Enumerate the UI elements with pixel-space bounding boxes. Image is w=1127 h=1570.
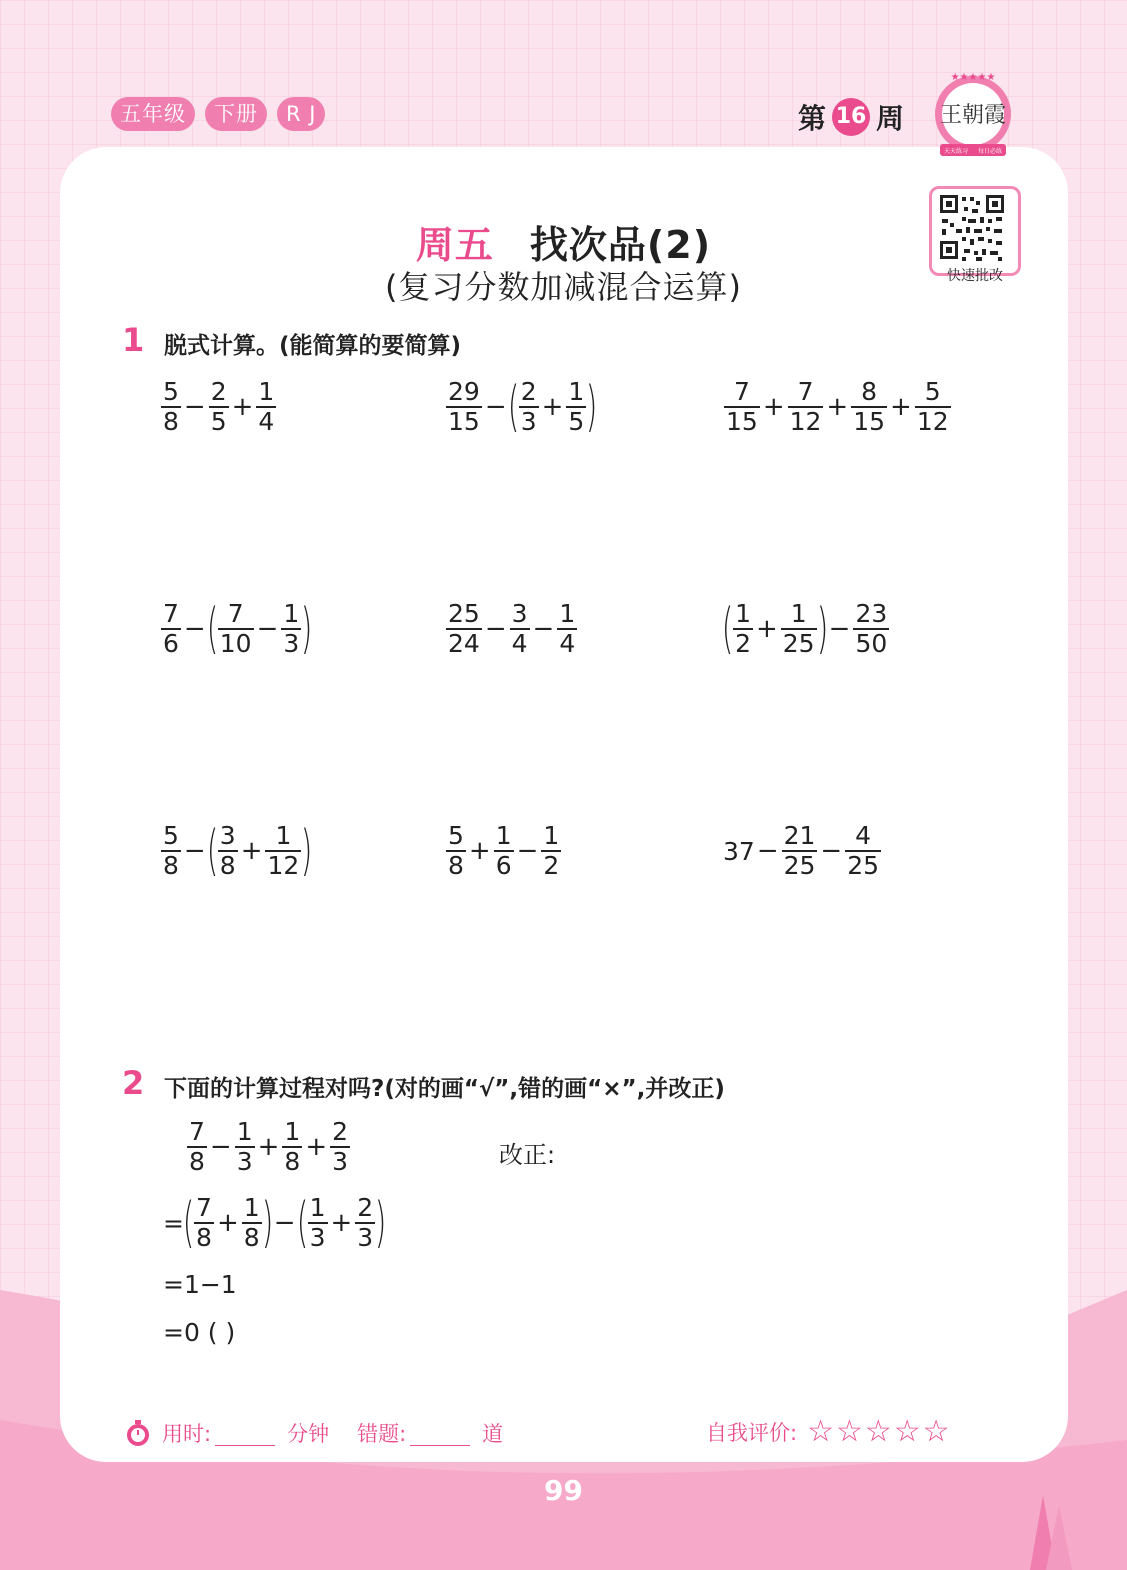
time-unit: 分钟 — [287, 1422, 330, 1446]
problem-7 — [160, 819, 313, 882]
parenthesis: ( — [182, 1191, 195, 1254]
time-label: 用时: — [162, 1422, 212, 1446]
operator: + — [468, 836, 491, 866]
fraction — [724, 378, 760, 436]
operator: − — [516, 836, 539, 866]
week-suffix: 周 — [876, 102, 905, 135]
parenthesis: ) — [301, 819, 313, 882]
numerator: 3 — [511, 599, 528, 628]
operator: − — [183, 836, 206, 866]
denominator: 24 — [448, 629, 480, 658]
parenthesis: ) — [816, 597, 828, 660]
numerator: 7 — [189, 1117, 205, 1146]
question-2-number: 2 — [122, 1064, 145, 1102]
numerator: 1 — [309, 1193, 326, 1222]
denominator: 8 — [448, 851, 464, 880]
denominator: 8 — [196, 1223, 212, 1252]
fraction — [915, 378, 951, 436]
denominator: 3 — [236, 1147, 253, 1176]
operator: − — [209, 1132, 232, 1162]
fraction — [446, 378, 482, 436]
brand-motto-right: 每日必练 — [977, 148, 1003, 155]
denominator: 8 — [219, 851, 236, 880]
denominator: 3 — [357, 1223, 374, 1252]
denominator: 3 — [283, 629, 300, 658]
footer-time-errors — [124, 1418, 503, 1448]
svg-text:★★★★★: ★★★★★ — [950, 72, 996, 83]
numerator: 29 — [448, 377, 480, 406]
denominator: 3 — [332, 1147, 349, 1176]
expression-text: =1−1 — [163, 1270, 237, 1299]
problem-6 — [721, 597, 890, 660]
rating-stars[interactable]: ☆☆☆☆☆ — [807, 1414, 952, 1449]
week-prefix: 第 — [798, 102, 827, 135]
operator: − — [828, 614, 851, 644]
fraction — [519, 378, 539, 436]
operator: − — [183, 614, 206, 644]
denominator: 15 — [853, 407, 886, 436]
fraction — [566, 378, 586, 436]
fraction — [161, 822, 181, 880]
fraction — [510, 600, 530, 658]
fraction — [557, 600, 577, 658]
numerator: 7 — [163, 599, 179, 628]
denominator: 4 — [258, 407, 275, 436]
denominator: 25 — [847, 851, 880, 880]
denominator: 3 — [520, 407, 537, 436]
fraction — [256, 378, 276, 436]
denominator: 6 — [495, 851, 512, 880]
problem-1 — [160, 378, 277, 436]
fraction — [265, 822, 301, 880]
expression-text: = — [163, 1208, 184, 1238]
operator: − — [273, 1208, 296, 1238]
numerator: 2 — [357, 1193, 374, 1222]
numerator: 2 — [332, 1117, 349, 1146]
operator: + — [257, 1132, 280, 1162]
calc-step-3 — [163, 1270, 237, 1299]
fraction — [194, 1194, 214, 1252]
numerator: 1 — [790, 599, 807, 628]
numerator: 5 — [924, 377, 941, 406]
denominator: 10 — [219, 629, 252, 658]
parenthesis: ( — [507, 375, 519, 438]
parenthesis: ( — [296, 1191, 308, 1254]
parenthesis: ) — [301, 597, 313, 660]
week-indicator — [798, 97, 904, 137]
fraction — [782, 822, 818, 880]
fraction — [187, 1118, 207, 1176]
fraction — [161, 378, 181, 436]
operator: + — [330, 1208, 353, 1238]
page-number: 99 — [544, 1474, 583, 1507]
numerator: 1 — [495, 821, 512, 850]
question-1-number: 1 — [122, 321, 145, 359]
grade-tags — [111, 97, 325, 131]
denominator: 8 — [284, 1147, 301, 1176]
grade-tag: 五年级 — [111, 97, 195, 131]
operator: + — [231, 392, 254, 422]
fraction — [781, 600, 817, 658]
qr-label: 快速批改 — [947, 268, 1003, 284]
title-name: 找次品(2) — [529, 223, 712, 267]
numerator: 21 — [783, 821, 816, 850]
operator: + — [826, 392, 849, 422]
fraction — [733, 600, 753, 658]
operator: + — [305, 1132, 328, 1162]
operator: + — [762, 392, 785, 422]
operator: − — [532, 614, 555, 644]
denominator: 25 — [783, 851, 816, 880]
edition-tag: R J — [277, 97, 325, 131]
volume-tag: 下册 — [205, 97, 267, 131]
problem-8 — [445, 822, 562, 880]
fraction — [330, 1118, 350, 1176]
numerator: 1 — [283, 599, 300, 628]
self-eval-label: 自我评价: — [706, 1420, 798, 1445]
denominator: 4 — [511, 629, 528, 658]
errors-input[interactable] — [410, 1421, 470, 1446]
problem-4 — [160, 597, 313, 660]
problem-9 — [723, 822, 882, 880]
footer-self-eval — [706, 1414, 952, 1449]
fraction — [308, 1194, 328, 1252]
numerator: 3 — [219, 821, 236, 850]
fraction — [494, 822, 514, 880]
parenthesis: ) — [586, 375, 598, 438]
numerator: 8 — [861, 377, 878, 406]
numerator: 5 — [163, 821, 179, 850]
numerator: 7 — [227, 599, 244, 628]
numerator: 1 — [284, 1117, 301, 1146]
question-2-prompt: 下面的计算过程对吗?(对的画“√”,错的画“×”,并改正) — [164, 1076, 725, 1102]
parenthesis: ) — [261, 1191, 273, 1254]
brand-name: 王朝霞 — [939, 103, 1007, 128]
expression-text: 37 — [723, 836, 755, 866]
denominator: 3 — [309, 1223, 326, 1252]
denominator: 4 — [559, 629, 576, 658]
brand-motto-left: 天天练习 — [943, 148, 969, 155]
operator: − — [183, 392, 206, 422]
denominator: 15 — [726, 407, 758, 436]
calc-step-1 — [186, 1118, 351, 1176]
numerator: 5 — [448, 821, 464, 850]
numerator: 5 — [163, 377, 179, 406]
numerator: 7 — [733, 377, 750, 406]
operator: − — [820, 836, 843, 866]
fraction — [446, 600, 482, 658]
denominator: 5 — [210, 407, 227, 436]
operator: + — [755, 614, 778, 644]
denominator: 8 — [189, 1147, 205, 1176]
fraction — [282, 1118, 302, 1176]
denominator: 50 — [855, 629, 888, 658]
denominator: 2 — [543, 851, 560, 880]
problem-3 — [723, 378, 952, 436]
numerator: 4 — [855, 821, 872, 850]
calc-step-4 — [163, 1318, 235, 1347]
parenthesis: ( — [721, 597, 734, 660]
page-subtitle: (复习分数加减混合运算) — [385, 268, 742, 306]
operator: − — [484, 614, 507, 644]
operator: − — [756, 836, 779, 866]
numerator: 25 — [448, 599, 480, 628]
operator: − — [256, 614, 279, 644]
fraction — [209, 378, 229, 436]
denominator: 5 — [568, 407, 585, 436]
problem-5 — [445, 600, 578, 658]
operator: + — [216, 1208, 239, 1238]
fraction — [242, 1194, 262, 1252]
parenthesis: ( — [206, 597, 219, 660]
fraction — [446, 822, 466, 880]
time-input[interactable] — [215, 1421, 275, 1446]
numerator: 1 — [559, 599, 576, 628]
problem-2 — [445, 375, 598, 438]
denominator: 15 — [448, 407, 480, 436]
errors-unit: 道 — [482, 1422, 504, 1446]
denominator: 12 — [267, 851, 300, 880]
denominator: 6 — [163, 629, 179, 658]
numerator: 1 — [543, 821, 560, 850]
operator: + — [541, 392, 564, 422]
errors-label: 错题: — [357, 1422, 407, 1446]
denominator: 8 — [163, 851, 179, 880]
question-1-prompt: 脱式计算。(能简算的要简算) — [164, 333, 462, 359]
fraction — [218, 600, 254, 658]
fraction — [235, 1118, 255, 1176]
parenthesis: ( — [206, 819, 219, 882]
fraction — [355, 1194, 375, 1252]
denominator: 12 — [916, 407, 949, 436]
week-number-badge: 16 — [832, 98, 870, 136]
numerator: 1 — [735, 599, 751, 628]
numerator: 1 — [568, 377, 585, 406]
title-day: 周五 — [415, 223, 494, 267]
page-title — [0, 214, 1127, 269]
expression-text: =0 ( ) — [163, 1318, 236, 1347]
fraction — [845, 822, 881, 880]
fraction — [281, 600, 301, 658]
numerator: 2 — [210, 377, 227, 406]
fraction — [851, 378, 887, 436]
denominator: 12 — [789, 407, 822, 436]
numerator: 1 — [243, 1193, 260, 1222]
fraction — [541, 822, 561, 880]
fraction — [788, 378, 824, 436]
fraction — [853, 600, 889, 658]
fraction — [161, 600, 181, 658]
stopwatch-icon — [124, 1419, 152, 1447]
numerator: 1 — [258, 377, 275, 406]
denominator: 2 — [735, 629, 751, 658]
numerator: 1 — [236, 1117, 253, 1146]
numerator: 7 — [196, 1193, 212, 1222]
operator: + — [240, 836, 263, 866]
fraction — [218, 822, 238, 880]
operator: − — [484, 392, 507, 422]
numerator: 2 — [520, 377, 537, 406]
correction-label: 改正: — [499, 1141, 556, 1169]
parenthesis: ) — [374, 1191, 387, 1254]
denominator: 8 — [163, 407, 179, 436]
brand-logo-icon — [932, 70, 1014, 158]
calc-step-2 — [163, 1191, 387, 1254]
denominator: 25 — [782, 629, 815, 658]
numerator: 23 — [855, 599, 888, 628]
denominator: 8 — [243, 1223, 260, 1252]
numerator: 7 — [797, 377, 814, 406]
operator: + — [890, 392, 912, 422]
numerator: 1 — [275, 821, 292, 850]
